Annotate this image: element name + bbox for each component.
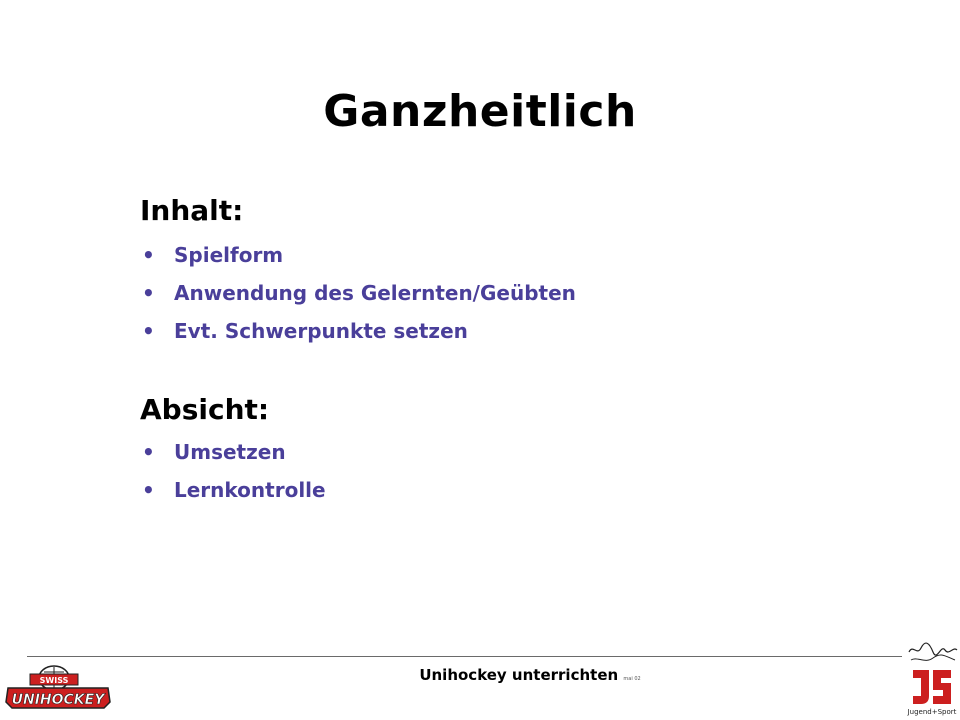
- section-heading-absicht: Absicht:: [140, 393, 270, 426]
- logo-right-caption: Jugend+Sport: [907, 708, 957, 716]
- js-logo-icon: [905, 638, 959, 716]
- list-item: [140, 316, 576, 354]
- list-item-text: Evt. Schwerpunkte setzen: [174, 319, 468, 343]
- list-item: [140, 475, 326, 513]
- slide-title: Ganzheitlich: [323, 86, 637, 137]
- bullet-icon: •: [142, 478, 155, 502]
- list-item-text: Anwendung des Gelernten/Geübten: [174, 281, 576, 305]
- footer-title: Unihockey unterrichten: [419, 666, 619, 684]
- bullet-icon: •: [142, 440, 155, 464]
- footer-caption: [0, 666, 960, 684]
- list-item-text: Spielform: [174, 243, 284, 267]
- bullet-list-inhalt: [140, 240, 576, 354]
- swiss-unihockey-logo-icon: [4, 662, 114, 714]
- list-item-text: Umsetzen: [174, 440, 286, 464]
- list-item: [140, 437, 326, 475]
- list-item-text: Lernkontrolle: [174, 478, 326, 502]
- list-item: [140, 240, 576, 278]
- footer-divider: [27, 656, 902, 657]
- section-heading-inhalt: Inhalt:: [140, 194, 244, 227]
- list-item: [140, 278, 576, 316]
- footer-date: mai 02: [623, 676, 641, 682]
- bullet-icon: •: [142, 281, 155, 305]
- bullet-list-absicht: [140, 437, 326, 513]
- logo-left-top-text: SWISS: [39, 676, 69, 685]
- bullet-icon: •: [142, 243, 155, 267]
- bullet-icon: •: [142, 319, 155, 343]
- logo-left-bottom-text: UNIHOCKEY: [11, 692, 105, 708]
